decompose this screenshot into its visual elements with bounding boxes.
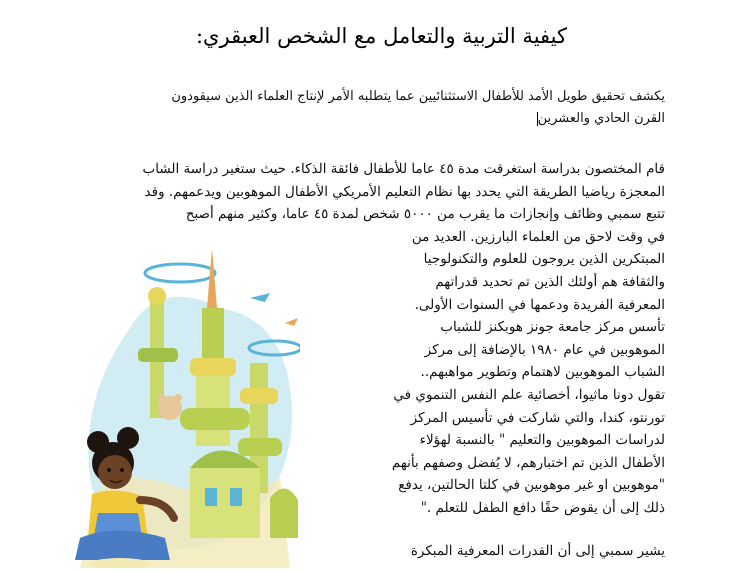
subtitle: [145, 86, 665, 130]
body-line: المعجزة رياضيا الطريقة التي يحدد بها نظام التعليم الأمريكي الأطفال الموهوبين ويدعمهم. وقد: [144, 183, 665, 200]
subtitle-line: يكشف تحقيق طويل الأمد للأطفال الاستثنائيين عما يتطلبه الأمر لإنتاج العلماء الذين سيقودون: [171, 89, 665, 104]
body-line: تقول دونا ماثيوا، أخصائية علم النفس التنموي في: [393, 386, 665, 403]
body-line: في وقت لاحق من العلماء البارزين. العديد من: [411, 228, 665, 245]
body-line: والثقافة هم أولئك الذين تم تحديد قدراتهم: [435, 273, 665, 290]
body-line: قام المختصون بدراسة استغرقت مدة ٤٥ عاما للأطفال فائقة الذكاء. حيث ستغير دراسة الشاب: [142, 161, 665, 177]
body-line: تتبع سمبي وظائف وإنجازات ما يقرب من ٥٠٠٠ شخص لمدة ٤٥ عاما، وكثير منهم أصبح: [185, 206, 665, 223]
subtitle-line-text: القرن الحادي والعشرين: [537, 111, 665, 126]
body-line: تورنتو، كندا، والتي شاركت في تأسيس المركز: [410, 409, 665, 426]
body-line: "موهوبين او غير موهوبين في كلتا الحالتين، يدفع: [398, 477, 665, 494]
body-line: الأطفال الذين تم اختبارهم، لا يُفضل وصفهم بأنهم: [391, 454, 665, 471]
subtitle-line: [145, 108, 665, 130]
body-line-partial: يشير سمبي إلى أن القدرات المعرفية المبكرة: [410, 542, 665, 559]
body-line: الموهوبين في عام ١٩٨٠ بالإضافة إلى مركز: [424, 341, 665, 358]
article-body: [143, 158, 666, 562]
body-line: ذلك إلى أن يقوض حقًا دافع الطفل للتعلم .": [420, 499, 665, 516]
body-line: المبتكرين الذين يروجون للعلوم والتكنولوجيا: [423, 251, 665, 268]
body-line: لدراسات الموهوبين والتعليم " بالنسبة لهؤلاء: [419, 432, 665, 449]
page-title: كيفية التربية والتعامل مع الشخص العبقري:: [195, 24, 567, 48]
body-line: المعرفية الفريدة ودعمها في السنوات الأولى.: [414, 296, 665, 313]
body-line: تأسس مركز جامعة جونز هوبكنز للشباب: [440, 319, 665, 336]
body-line: الشباب الموهوبين لاهتمام وتطوير مواهبهم..: [420, 364, 665, 381]
